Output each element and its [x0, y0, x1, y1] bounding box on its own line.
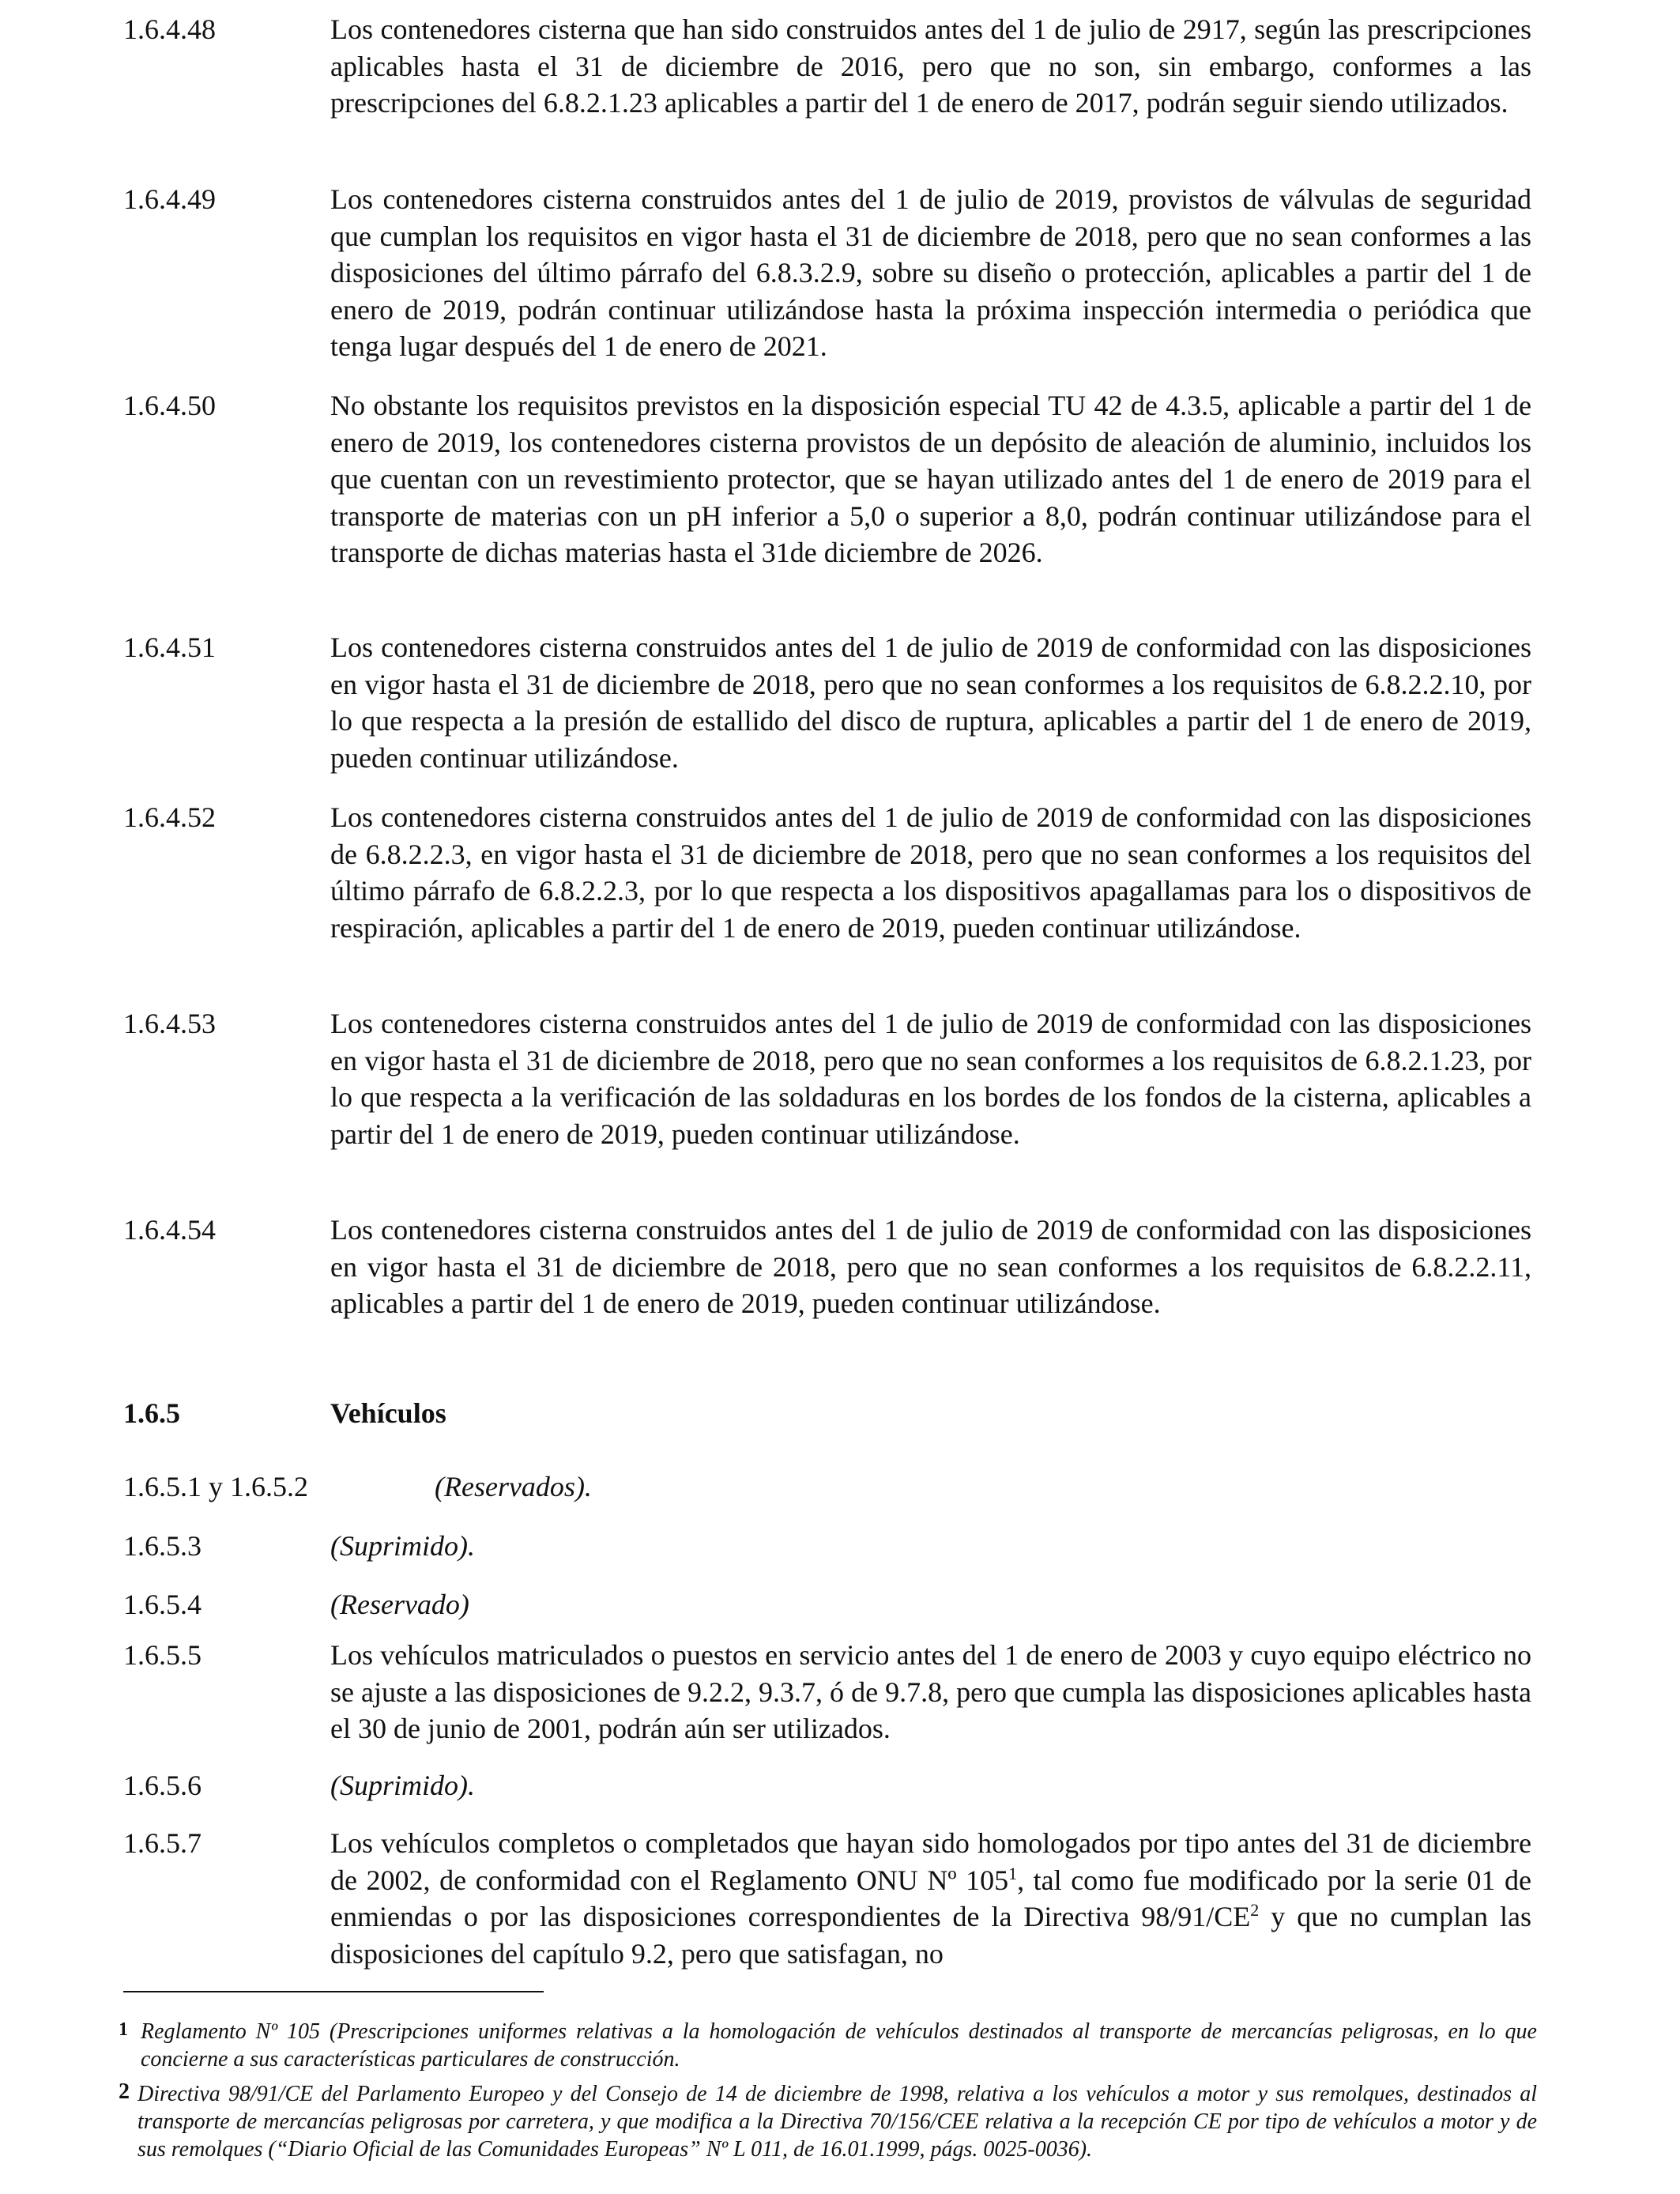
text-part: Los vehículos completos o completados que hayan sido homologados por tipo antes del 31 de diciembre de 2002, de conformidad con el Reglamento ONU Nº 105 — [330, 1827, 1531, 1896]
section-number: 1.6.5.4 — [123, 1589, 202, 1620]
section-number: 1.6.4.49 — [123, 183, 216, 215]
section-text: Los contenedores cisterna construidos antes del 1 de julio de 2019 de conformidad con las disposiciones de 6.8.2.2.3, en vigor hasta el 31 de diciembre de 2018, pero que no sean conformes a los requisitos del último párrafo de 6.8.2.2.3, por lo que respecta a los dispositivos apagallamas para los o dispositivos de respiración, aplicables a partir del 1 de enero de 2019, pueden continuar utilizándose. — [330, 801, 1531, 944]
section-text: Los contenedores cisterna construidos antes del 1 de julio de 2019 de conformidad con las disposiciones en vigor hasta el 31 de diciembre de 2018, pero que no sean conformes a los requisitos de 6.8.2.1.23, por lo que respecta a la verificación de las soldaduras en los bordes de los fondos de la cisterna, aplicables a partir del 1 de enero de 2019, pueden continuar utilizándose. — [330, 1008, 1531, 1150]
section-number: 1.6.5.5 — [123, 1639, 202, 1671]
footnote-ref-1[interactable]: 1 — [1008, 1863, 1018, 1883]
footnote-mark: 2 — [119, 2079, 130, 2104]
section-text: Los contenedores cisterna que han sido construidos antes del 1 de julio de 2917, según las prescripciones aplicables hasta el 31 de diciembre de 2016, pero que no son, sin embargo, conformes a las prescripciones del 6.8.2.1.23 aplicables a partir del 1 de enero de 2017, podrán seguir siendo utilizados. — [330, 13, 1531, 119]
footnote-text: Reglamento Nº 105 (Prescripciones uniformes relativas a la homologación de vehículos destinados al transporte de mercancías peligrosas, en lo que concierne a sus características particulares de construcción. — [141, 2019, 1537, 2071]
section-text: (Reservados). — [435, 1471, 592, 1502]
section-text: (Suprimido). — [330, 1770, 475, 1801]
section-number: 1.6.4.48 — [123, 13, 216, 45]
footnote-separator — [123, 1991, 544, 1992]
heading-title: Vehículos — [330, 1397, 446, 1429]
section-number: 1.6.5.6 — [123, 1770, 202, 1801]
section-text: Los contenedores cisterna construidos antes del 1 de julio de 2019 de conformidad con las disposiciones en vigor hasta el 31 de diciembre de 2018, pero que no sean conformes a los requisitos de 6.8.2.2.11, aplicables a partir del 1 de enero de 2019, pueden continuar utilizándose. — [330, 1214, 1531, 1319]
footnote-text: Directiva 98/91/CE del Parlamento Europeo y del Consejo de 14 de diciembre de 1998, relativa a los vehículos a motor y sus remolques, destinados al transporte de mercancías peligrosas por carretera, y que modifica a la Directiva 70/156/CEE relativa a la recepción CE por tipo de vehículos a motor y de sus remolques (“Diario Oficial de las Comunidades Europeas” Nº L 011, de 16.01.1999, págs. 0025-0036). — [137, 2082, 1537, 2162]
section-number: 1.6.4.52 — [123, 801, 216, 833]
section-number: 1.6.5.1 y 1.6.5.2 — [123, 1471, 308, 1502]
heading-number: 1.6.5 — [123, 1397, 180, 1429]
section-number: 1.6.4.54 — [123, 1214, 216, 1246]
section-number: 1.6.5.3 — [123, 1530, 202, 1562]
footnote-mark: 1 — [119, 2019, 128, 2040]
footnote-ref-2[interactable]: 2 — [1250, 1900, 1260, 1920]
section-text: (Reservado) — [330, 1589, 469, 1620]
section-text: Los contenedores cisterna construidos antes del 1 de julio de 2019 de conformidad con las disposiciones en vigor hasta el 31 de diciembre de 2018, pero que no sean conformes a los requisitos de 6.8.2.2.10, por lo que respecta a la presión de estallido del disco de ruptura, aplicables a partir del 1 de enero de 2019, pueden continuar utilizándose. — [330, 631, 1531, 774]
section-number: 1.6.4.50 — [123, 390, 216, 421]
text-part: y que no cumplan las disposiciones del capítulo 9.2, pero que satisfagan, no — [330, 1901, 1531, 1970]
section-number: 1.6.4.53 — [123, 1008, 216, 1039]
section-text: Los vehículos matriculados o puestos en servicio antes del 1 de enero de 2003 y cuyo equipo eléctrico no se ajuste a las disposiciones de 9.2.2, 9.3.7, ó de 9.7.8, pero que cumpla las disposiciones aplicables hasta el 30 de junio de 2001, podrán aún ser utilizados. — [330, 1639, 1531, 1744]
text-part: , tal como fue modificado por la serie 01 de enmiendas o por las disposiciones correspondientes de la Directiva 98/91/CE — [330, 1864, 1531, 1932]
section-text — [330, 1825, 1531, 1972]
section-text: No obstante los requisitos previstos en la disposición especial TU 42 de 4.3.5, aplicable a partir del 1 de enero de 2019, los contenedores cisterna provistos de un depósito de aleación de aluminio, incluidos los que cuentan con un revestimiento protector, que se hayan utilizado antes del 1 de enero de 2019 para el transporte de materias con un pH inferior a 5,0 o superior a 8,0, podrán continuar utilizándose para el transporte de dichas materias hasta el 31de diciembre de 2026. — [330, 390, 1531, 568]
section-number: 1.6.5.7 — [123, 1827, 202, 1859]
section-number: 1.6.4.51 — [123, 631, 216, 663]
section-text: (Suprimido). — [330, 1530, 475, 1562]
section-text: Los contenedores cisterna construidos antes del 1 de julio de 2019, provistos de válvulas de seguridad que cumplan los requisitos en vigor hasta el 31 de diciembre de 2018, pero que no sean conformes a las disposiciones del último párrafo del 6.8.3.2.9, sobre su diseño o protección, aplicables a partir del 1 de enero de 2019, podrán continuar utilizándose hasta la próxima inspección intermedia o periódica que tenga lugar después del 1 de enero de 2021. — [330, 183, 1531, 362]
